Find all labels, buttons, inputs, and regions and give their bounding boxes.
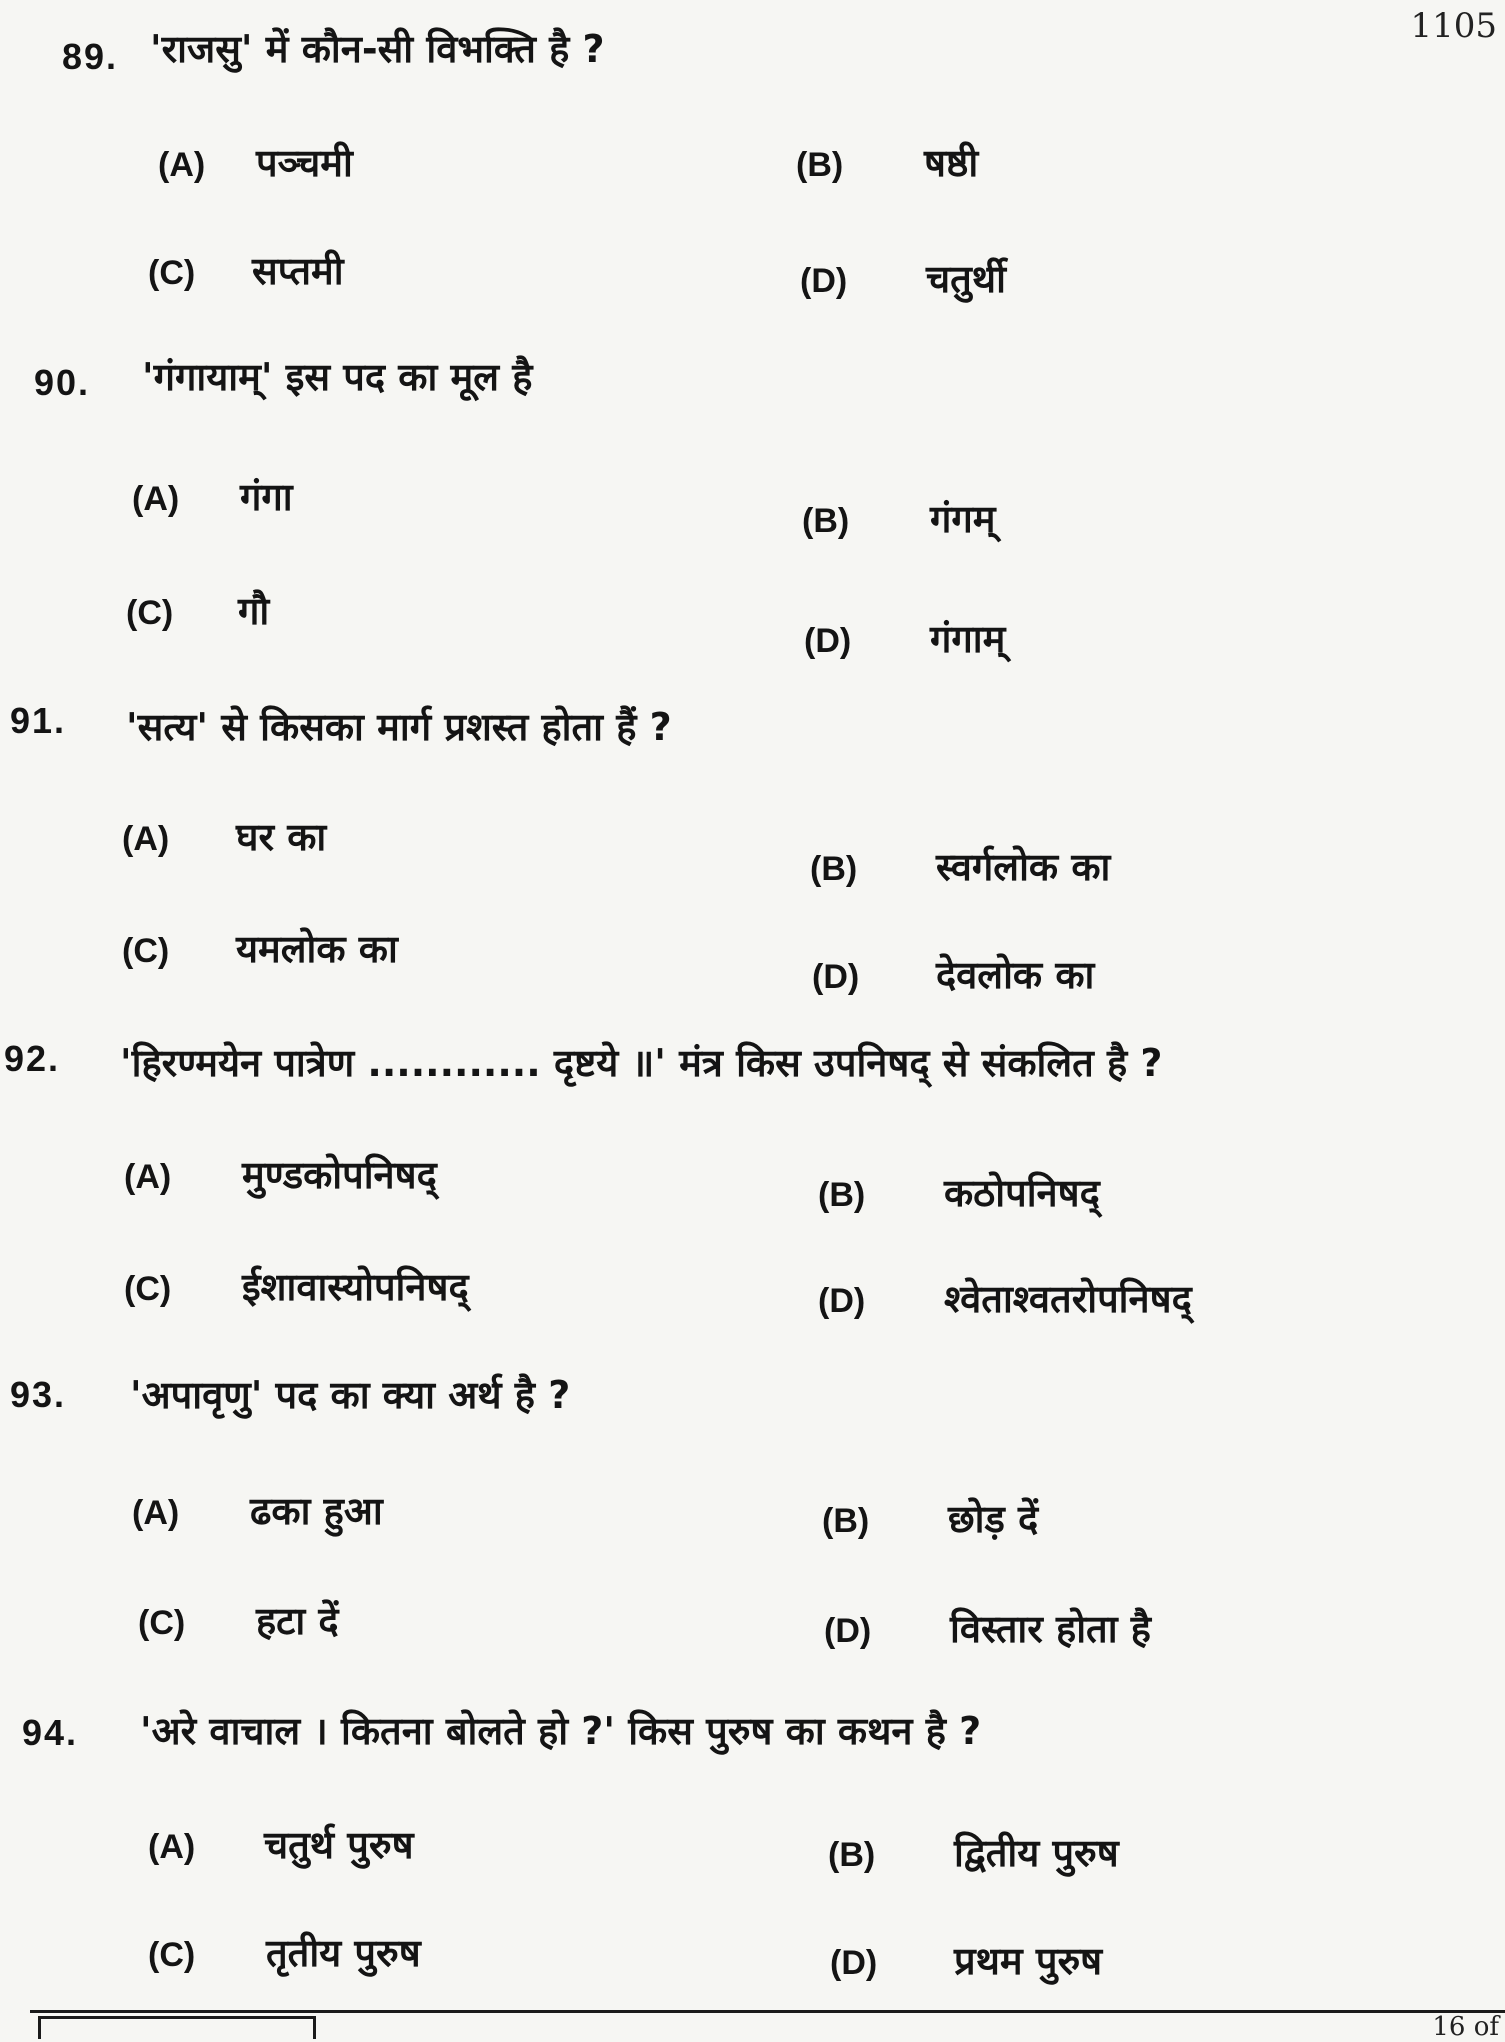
option-text: पञ्चमी — [256, 141, 353, 185]
option-text: प्रथम पुरुष — [954, 1939, 1103, 1983]
option-a — [132, 470, 293, 522]
question-number: 91. — [10, 700, 67, 741]
option-c — [138, 1594, 339, 1646]
option-label: (C) — [138, 1604, 186, 1642]
option-d — [818, 1272, 1192, 1324]
option-text: छोड़ दें — [948, 1497, 1039, 1541]
question-text: 'अरे वाचाल । कितना बोलते हो ?' किस पुरुष का कथन है ? — [140, 1709, 982, 1753]
option-text: ईशावास्योपनिषद् — [242, 1265, 469, 1309]
option-label: (B) — [796, 146, 844, 184]
option-label: (B) — [828, 1836, 876, 1874]
question-number: 90. — [34, 362, 91, 403]
option-label: (C) — [122, 932, 170, 970]
question-text: 'हिरण्मयेन पात्रेण ............ दृष्टये ॥' मंत्र किस उपनिषद् से संकलित है ? — [120, 1041, 1163, 1085]
option-text: षष्ठी — [924, 141, 979, 185]
option-text: मुण्डकोपनिषद् — [242, 1153, 437, 1197]
option-label: (B) — [822, 1502, 870, 1540]
option-b — [796, 136, 978, 188]
option-c — [124, 1260, 469, 1312]
option-text: हटा दें — [256, 1599, 339, 1643]
option-label: (A) — [148, 1828, 196, 1866]
option-b — [810, 840, 1110, 892]
question-number: 94. — [22, 1712, 79, 1753]
option-b — [818, 1166, 1100, 1218]
footer-divider — [30, 2010, 1505, 2013]
option-a — [148, 1818, 414, 1870]
option-text: विस्तार होता है — [950, 1607, 1151, 1651]
option-a — [158, 136, 353, 188]
option-text: कठोपनिषद् — [944, 1171, 1100, 1215]
option-text: यमलोक का — [236, 927, 398, 971]
option-label: (D) — [800, 262, 848, 300]
option-b — [802, 492, 996, 544]
option-a — [132, 1484, 383, 1536]
footer-page-number: 16 of — [1432, 2012, 1499, 2042]
option-d — [830, 1934, 1102, 1986]
option-c — [148, 244, 344, 296]
option-text: गंगाम् — [930, 617, 1006, 661]
option-label: (A) — [122, 820, 170, 858]
question-text: 'गंगायाम्' इस पद का मूल है — [142, 355, 533, 399]
option-label: (C) — [126, 594, 174, 632]
option-c — [126, 584, 269, 636]
option-c — [122, 922, 398, 974]
option-label: (D) — [830, 1944, 878, 1982]
option-label: (C) — [124, 1270, 172, 1308]
option-text: सप्तमी — [252, 249, 344, 293]
option-label: (D) — [824, 1612, 872, 1650]
option-text: गंगम् — [930, 497, 996, 541]
option-label: (A) — [124, 1158, 172, 1196]
option-d — [824, 1602, 1151, 1654]
question-number: 92. — [4, 1038, 61, 1079]
option-text: द्वितीय पुरुष — [954, 1831, 1119, 1875]
question-number: 89. — [62, 36, 119, 77]
option-text: ढका हुआ — [250, 1489, 383, 1533]
option-label: (D) — [818, 1282, 866, 1320]
option-label: (D) — [812, 958, 860, 996]
option-text: चतुर्थ पुरुष — [264, 1823, 414, 1867]
option-label: (D) — [804, 622, 852, 660]
question-number: 93. — [10, 1374, 67, 1415]
option-a — [124, 1148, 437, 1200]
option-label: (C) — [148, 254, 196, 292]
option-label: (B) — [810, 850, 858, 888]
option-text: तृतीय पुरुष — [266, 1931, 421, 1975]
option-a — [122, 810, 326, 862]
option-d — [800, 252, 1006, 304]
option-text: गंगा — [240, 475, 293, 519]
option-label: (C) — [148, 1936, 196, 1974]
option-label: (A) — [158, 146, 206, 184]
option-text: गौ — [238, 589, 270, 633]
option-label: (B) — [818, 1176, 866, 1214]
option-text: स्वर्गलोक का — [936, 845, 1111, 889]
option-label: (B) — [802, 502, 850, 540]
option-text: घर का — [236, 815, 327, 859]
page-number: 1105 — [1410, 6, 1497, 46]
question-text: 'राजसु' में कौन-सी विभक्ति है ? — [150, 27, 605, 71]
option-label: (A) — [132, 1494, 180, 1532]
option-b — [828, 1826, 1119, 1878]
option-text: चतुर्थी — [926, 257, 1006, 301]
footer-code-box — [38, 2016, 316, 2039]
question-text: 'अपावृणु' पद का क्या अर्थ है ? — [130, 1373, 571, 1417]
option-label: (A) — [132, 480, 180, 518]
option-text: देवलोक का — [936, 953, 1095, 997]
option-d — [804, 612, 1005, 664]
option-c — [148, 1926, 421, 1978]
option-text: श्वेताश्वतरोपनिषद् — [944, 1277, 1192, 1321]
option-b — [822, 1492, 1038, 1544]
option-d — [812, 948, 1094, 1000]
question-text: 'सत्य' से किसका मार्ग प्रशस्त होता हैं ? — [126, 705, 672, 749]
